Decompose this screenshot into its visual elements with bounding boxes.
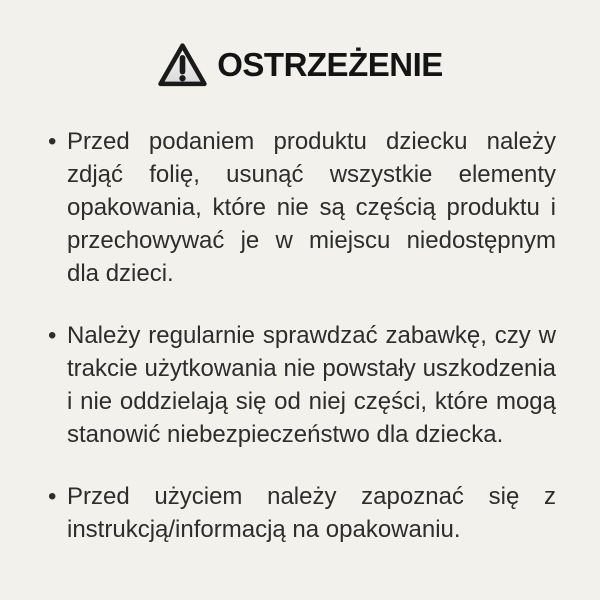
warning-header	[0, 0, 600, 89]
exclamation-dot	[180, 75, 186, 81]
warning-item	[48, 125, 556, 290]
warning-list	[0, 125, 600, 546]
warning-item-text: Przed podaniem produktu dziecku należy zdjąć folię, usunąć wszystkie elementy opakowania, które nie są częścią produktu i przechowywać je w miejscu niedostępnym dla dzieci.	[67, 128, 556, 287]
warning-item-text: Przed użyciem należy zapoznać się z instrukcją/informacją na opakowaniu.	[67, 483, 556, 543]
bullet-icon: •	[48, 322, 57, 349]
bullet-icon: •	[48, 128, 57, 155]
bullet-icon: •	[48, 483, 57, 510]
warning-item	[48, 319, 556, 451]
warning-triangle-icon	[157, 41, 208, 89]
warning-title: OSTRZEŻENIE	[217, 46, 443, 83]
warning-item-text: Należy regularnie sprawdzać zabawkę, czy w trakcie użytkowania nie powstały uszkodzenia i nie oddzielają się od niej części, które mogą stanowić niebezpieczeństwo dla dziecka.	[67, 322, 556, 448]
warning-item	[48, 480, 556, 546]
